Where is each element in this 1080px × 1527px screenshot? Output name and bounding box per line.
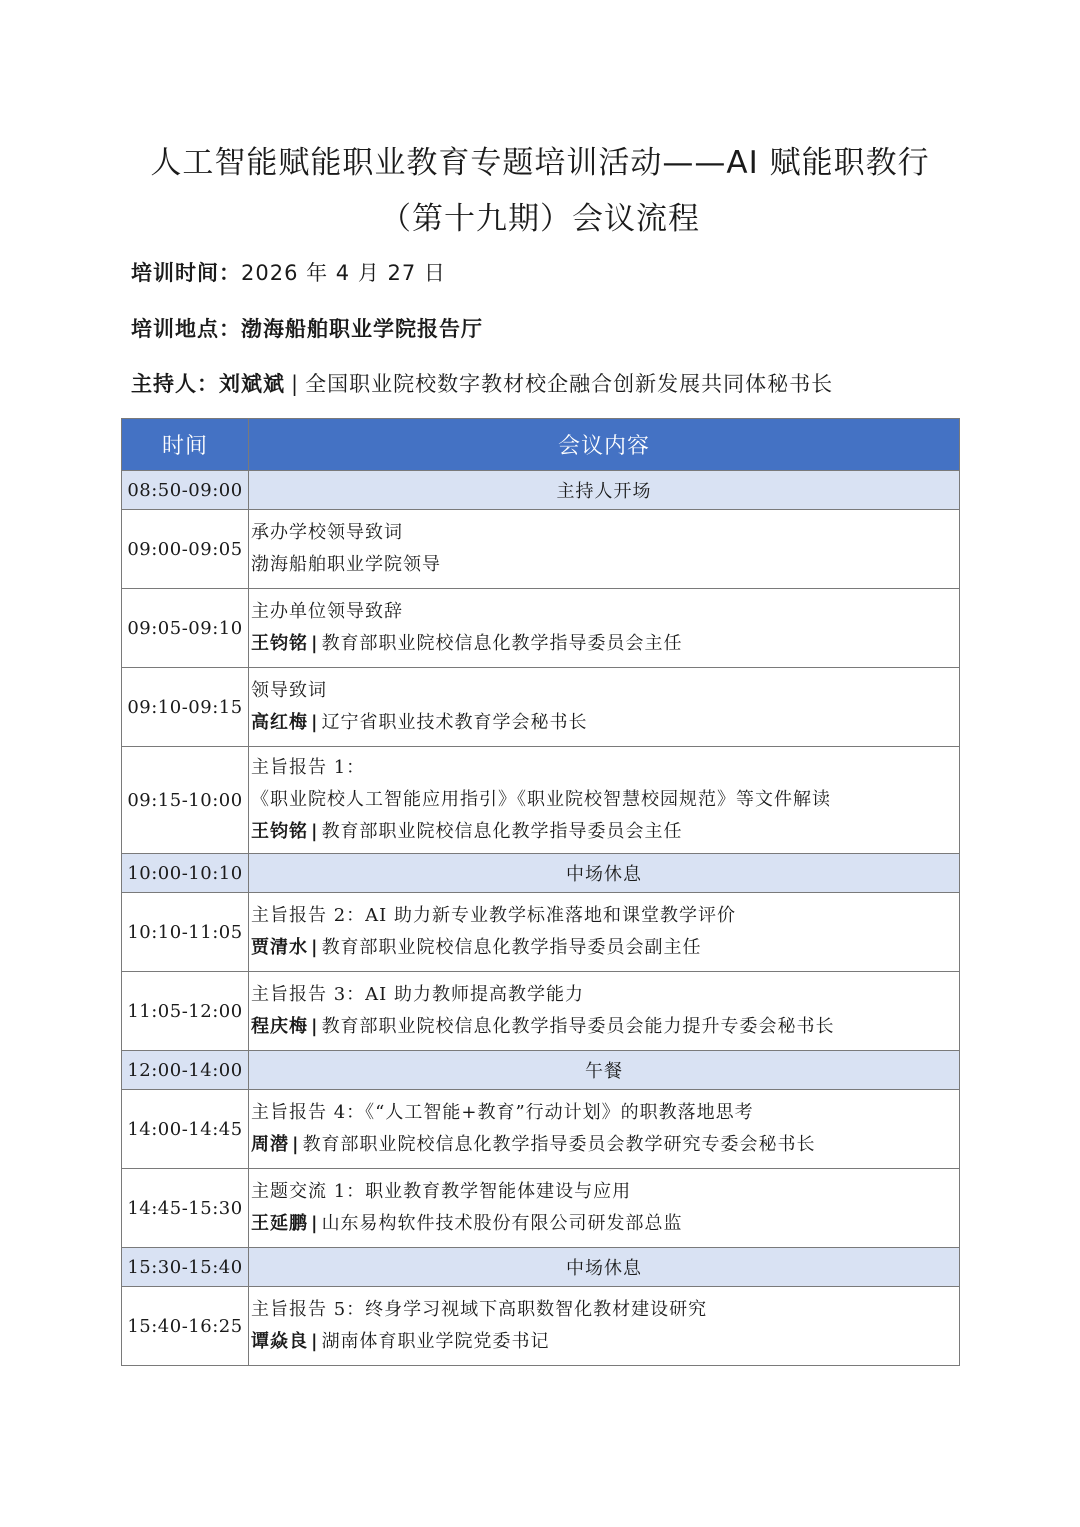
speaker-separator: | — [311, 1213, 319, 1234]
host-separator: | — [291, 372, 300, 396]
speaker-name: 贾清水 — [251, 937, 308, 958]
row-time: 09:15-10:00 — [122, 747, 249, 854]
row-content — [249, 589, 960, 668]
row-content — [249, 747, 960, 854]
table-row — [122, 1287, 960, 1366]
table-row — [122, 854, 960, 893]
speaker-line — [251, 932, 959, 964]
speaker-name: 程庆梅 — [251, 1016, 308, 1037]
schedule-header-row — [122, 419, 960, 471]
row-content-line: 主旨报告 4：《“人工智能+教育”行动计划》的职教落地思考 — [251, 1102, 754, 1123]
speaker-role: 教育部职业院校信息化教学指导委员会主任 — [321, 633, 683, 654]
speaker-role: 教育部职业院校信息化教学指导委员会教学研究专委会秘书长 — [302, 1134, 816, 1155]
row-content-line: 渤海船舶职业学院领导 — [251, 554, 441, 575]
row-time: 10:00-10:10 — [122, 854, 249, 893]
header-content: 会议内容 — [249, 419, 960, 471]
table-row — [122, 1248, 960, 1287]
speaker-separator: | — [311, 712, 319, 733]
training-place — [131, 313, 483, 343]
training-place-value: 渤海船舶职业学院报告厅 — [241, 317, 483, 341]
row-content-line: 主旨报告 3：AI 助力教师提高教学能力 — [251, 984, 585, 1005]
table-row — [122, 1169, 960, 1248]
row-content-line: 《职业院校人工智能应用指引》《职业院校智慧校园规范》等文件解读 — [251, 789, 831, 810]
row-break-label: 中场休息 — [249, 854, 960, 893]
row-time: 15:40-16:25 — [122, 1287, 249, 1366]
training-place-label: 培训地点： — [131, 317, 241, 341]
row-content-line: 承办学校领导致词 — [251, 522, 403, 543]
speaker-name: 王钧铭 — [251, 633, 308, 654]
row-time: 14:45-15:30 — [122, 1169, 249, 1248]
schedule-body — [122, 471, 960, 1366]
speaker-name: 王延鹏 — [251, 1213, 308, 1234]
row-content-line: 主旨报告 1： — [251, 757, 366, 778]
document-title-line-1: 人工智能赋能职业教育专题培训活动——AI 赋能职教行 — [150, 145, 930, 181]
speaker-role: 教育部职业院校信息化教学指导委员会主任 — [321, 821, 683, 842]
table-row — [122, 471, 960, 510]
row-break-label: 中场休息 — [249, 1248, 960, 1287]
speaker-separator: | — [311, 1016, 319, 1037]
speaker-line — [251, 628, 959, 660]
speaker-role: 湖南体育职业学院党委书记 — [321, 1331, 550, 1352]
header-time: 时间 — [122, 419, 249, 471]
row-break-label: 主持人开场 — [249, 471, 960, 510]
row-time: 11:05-12:00 — [122, 972, 249, 1051]
row-time: 12:00-14:00 — [122, 1051, 249, 1090]
speaker-separator: | — [311, 937, 319, 958]
speaker-role: 教育部职业院校信息化教学指导委员会副主任 — [321, 937, 702, 958]
speaker-line — [251, 816, 959, 848]
row-content-line: 主办单位领导致辞 — [251, 601, 403, 622]
table-row — [122, 1090, 960, 1169]
row-content-line: 主旨报告 5：终身学习视域下高职数智化教材建设研究 — [251, 1299, 708, 1320]
table-row — [122, 668, 960, 747]
speaker-separator: | — [311, 633, 319, 654]
table-row — [122, 893, 960, 972]
training-time — [131, 257, 446, 287]
host — [131, 368, 833, 398]
speaker-line — [251, 1011, 959, 1043]
row-time: 09:10-09:15 — [122, 668, 249, 747]
row-time: 09:05-09:10 — [122, 589, 249, 668]
schedule-table — [121, 418, 960, 1366]
training-time-label: 培训时间： — [131, 261, 241, 285]
host-name: 刘斌斌 — [219, 372, 285, 396]
table-row — [122, 510, 960, 589]
row-content — [249, 510, 960, 589]
speaker-name: 周潜 — [251, 1134, 289, 1155]
training-time-value: 2026 年 4 月 27 日 — [241, 261, 446, 285]
row-content — [249, 972, 960, 1051]
speaker-line — [251, 707, 959, 739]
row-content — [249, 893, 960, 972]
document-title-line-2: （第十九期）会议流程 — [380, 201, 700, 237]
speaker-separator: | — [292, 1134, 300, 1155]
row-content — [249, 668, 960, 747]
speaker-line — [251, 1326, 959, 1358]
row-time: 09:00-09:05 — [122, 510, 249, 589]
speaker-line — [251, 1129, 959, 1161]
host-title: 全国职业院校数字教材校企融合创新发展共同体秘书长 — [305, 372, 834, 396]
row-content — [249, 1287, 960, 1366]
speaker-separator: | — [311, 821, 319, 842]
speaker-name: 王钧铭 — [251, 821, 308, 842]
table-row — [122, 972, 960, 1051]
speaker-role: 教育部职业院校信息化教学指导委员会能力提升专委会秘书长 — [321, 1016, 835, 1037]
host-label: 主持人： — [131, 372, 219, 396]
row-time: 10:10-11:05 — [122, 893, 249, 972]
table-row — [122, 1051, 960, 1090]
speaker-separator: | — [311, 1331, 319, 1352]
speaker-role: 辽宁省职业技术教育学会秘书长 — [321, 712, 588, 733]
table-row — [122, 747, 960, 854]
row-break-label: 午餐 — [249, 1051, 960, 1090]
speaker-role: 山东易构软件技术股份有限公司研发部总监 — [321, 1213, 683, 1234]
row-time: 14:00-14:45 — [122, 1090, 249, 1169]
speaker-name: 高红梅 — [251, 712, 308, 733]
table-row — [122, 589, 960, 668]
speaker-name: 谭焱良 — [251, 1331, 308, 1352]
row-time: 15:30-15:40 — [122, 1248, 249, 1287]
row-content — [249, 1090, 960, 1169]
row-content — [249, 1169, 960, 1248]
row-time: 08:50-09:00 — [122, 471, 249, 510]
row-content-line: 领导致词 — [251, 680, 327, 701]
speaker-line — [251, 1208, 959, 1240]
row-content-line: 主题交流 1：职业教育教学智能体建设与应用 — [251, 1181, 632, 1202]
row-content-line: 主旨报告 2：AI 助力新专业教学标准落地和课堂教学评价 — [251, 905, 737, 926]
